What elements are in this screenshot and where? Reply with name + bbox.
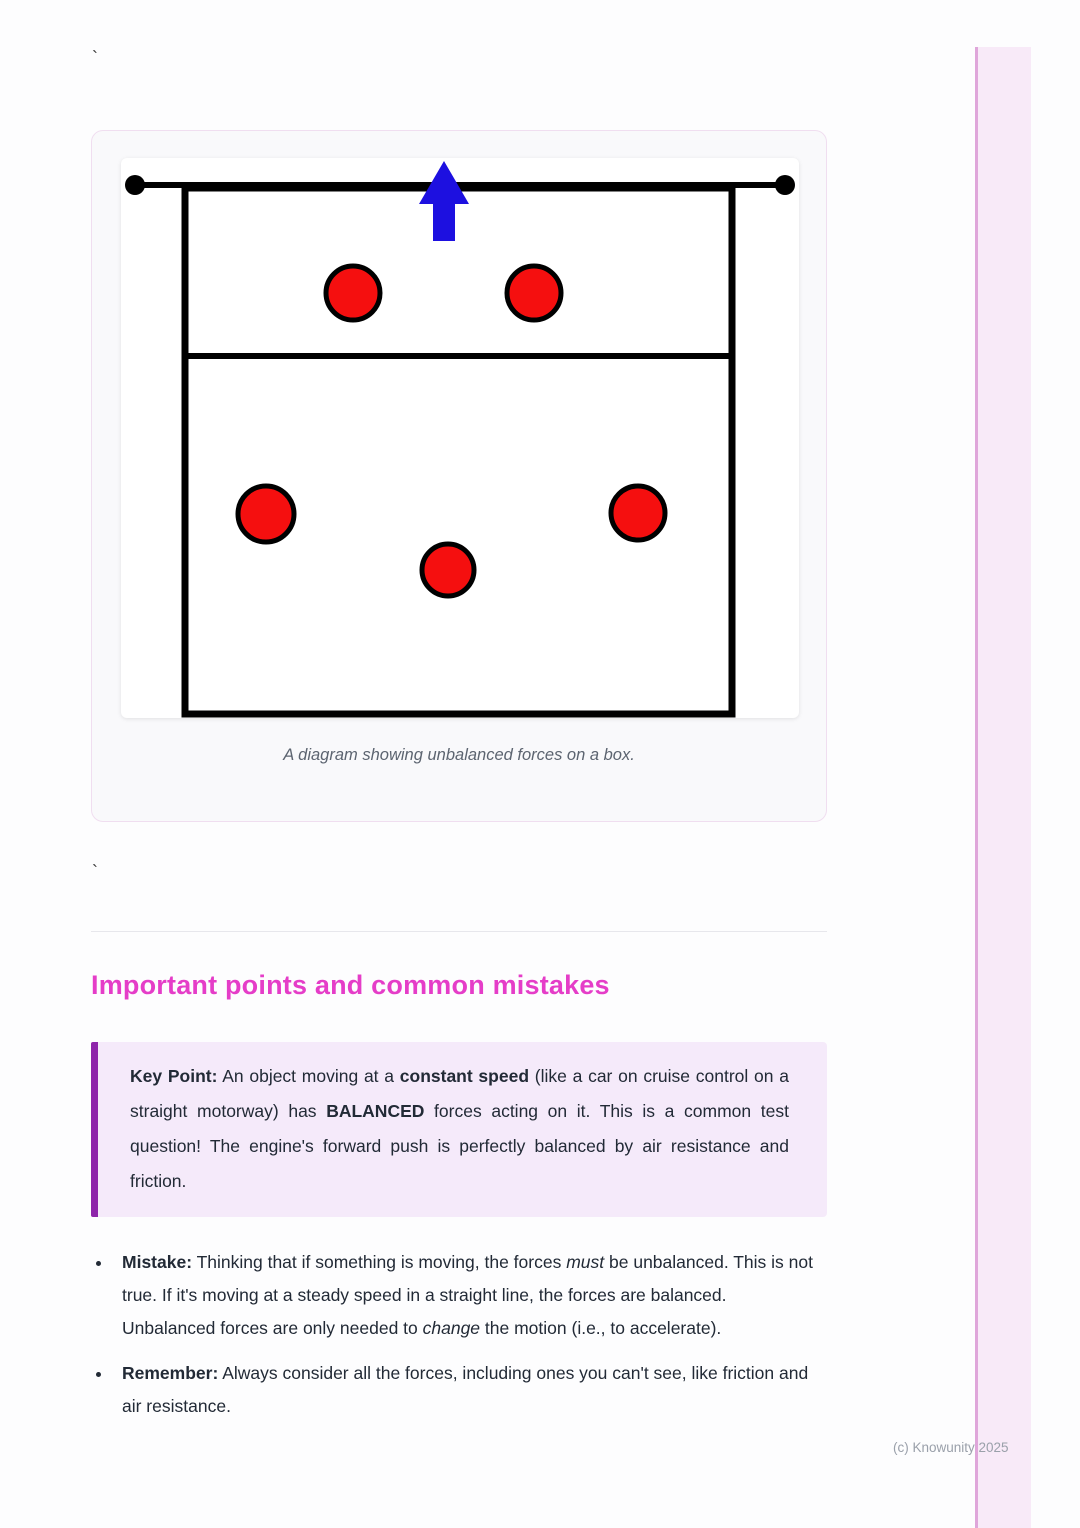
stray-backtick-middle: ` (92, 862, 98, 882)
ceiling-anchor-right (775, 175, 795, 195)
page-edge-strip (975, 47, 1031, 1528)
key-point-text: Key Point: An object moving at a constant speed (like a car on cruise control on a straight motorway) has BALANCED forces acting on it. This is a common test question! The engine's forward push is perfectly balanced by air resistance and friction. (130, 1066, 789, 1191)
ceiling-anchor-left (125, 175, 145, 195)
force-dot-4 (422, 544, 474, 596)
box-outline (185, 188, 732, 714)
force-dot-1 (326, 266, 380, 320)
forces-diagram (121, 158, 799, 718)
force-dot-2 (507, 266, 561, 320)
up-arrow-icon (419, 161, 469, 241)
mistakes-list (91, 1246, 821, 1423)
figure-card (91, 130, 827, 822)
footer-copyright: (c) Knowunity 2025 (893, 1440, 1009, 1455)
list-item-mistake: • Mistake: Thinking that if something is moving, the forces must be unbalanced. This is not true. If it's moving at a steady speed in a straight line, the forces are balanced. Unbalanced forces are only needed to change the motion (i.e., to accelerate). (113, 1246, 821, 1345)
list-item-remember: • Remember: Always consider all the forces, including ones you can't see, like friction and air resistance. (113, 1357, 821, 1423)
force-dot-5 (611, 486, 665, 540)
force-dot-3 (238, 486, 294, 542)
section-divider (91, 931, 827, 932)
key-point-callout (91, 1042, 827, 1217)
figure-caption: A diagram showing unbalanced forces on a box. (283, 746, 635, 764)
stray-backtick-top: ` (92, 48, 98, 68)
section-heading: Important points and common mistakes (91, 970, 610, 1000)
diagram-panel (121, 158, 799, 718)
